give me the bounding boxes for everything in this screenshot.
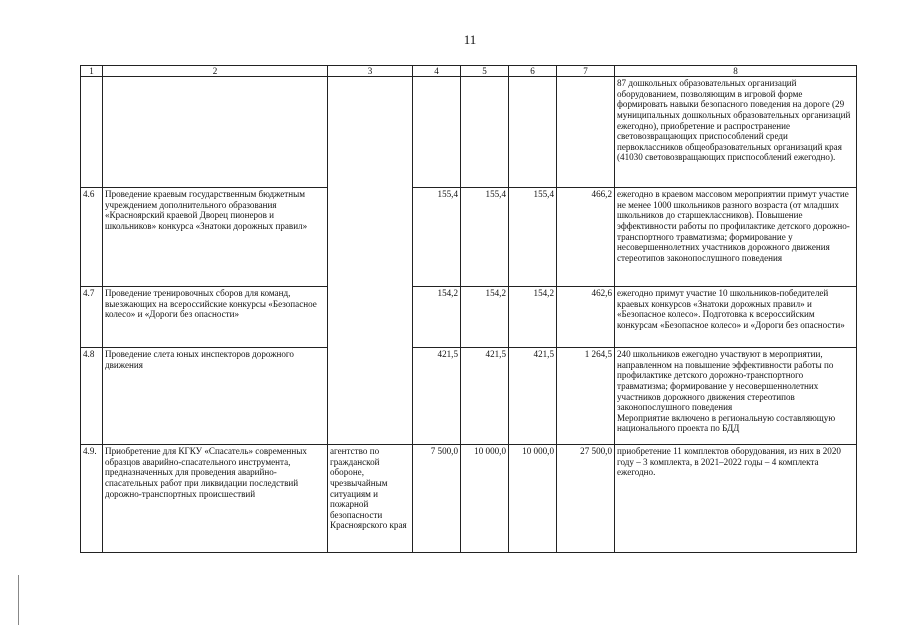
value-cell: 155,4 (509, 188, 557, 287)
table-row (81, 188, 857, 287)
row-number: 4.8 (81, 348, 103, 445)
row-number: 4.6 (81, 188, 103, 287)
column-header: 3 (328, 66, 413, 77)
value-cell: 1 264,5 (557, 348, 615, 445)
measure-name (103, 77, 328, 188)
result-text: ежегодно примут участие 10 школьников-победителей краевых конкурсов «Знатоки дорожных правил» и «Безопасное колесо». Подготовка к всероссийским конкурсам «Безопасное колесо» и «Дороги без опасности» (617, 288, 845, 330)
value-cell (461, 77, 509, 188)
value-cell: 466,2 (557, 188, 615, 287)
result-text: Мероприятие включено в региональную составляющую национального проекта по БДД (617, 412, 836, 434)
row-number: 4.7 (81, 287, 103, 348)
table-row (81, 287, 857, 348)
page-number: 11 (463, 32, 477, 47)
value-cell: 10 000,0 (509, 445, 557, 553)
result-text: ежегодно в краевом массовом мероприятии примут участие не менее 1000 школьников разного возраста (от младших школьников до старшеклассников). Повышение эффективности работы по профилактике детского дорожно-транспортного травматизма; формирование у несовершеннолетних участников дорожного движения стереотипов законопослушного поведения (617, 189, 850, 263)
executor-cell: агентство по гражданской обороне, чрезвычайным ситуациям и пожарной безопасности Красноярского края (328, 445, 413, 553)
value-cell (413, 77, 461, 188)
column-header: 8 (615, 66, 857, 77)
value-cell: 421,5 (413, 348, 461, 445)
column-header: 7 (557, 66, 615, 77)
column-header: 4 (413, 66, 461, 77)
measure-name: Проведение слета юных инспекторов дорожного движения (103, 348, 328, 445)
executor-cell (328, 77, 413, 445)
measure-name: Проведение краевым государственным бюджетным учреждением дополнительного образования «Красноярский краевой Дворец пионеров и школьников» конкурса «Знатоки дорожных правил» (103, 188, 328, 287)
value-cell (509, 77, 557, 188)
program-table (80, 65, 857, 553)
row-number: 4.9. (81, 445, 103, 553)
column-header-row (81, 66, 857, 77)
value-cell: 154,2 (461, 287, 509, 348)
result-cell (615, 188, 857, 287)
result-text: 87 дошкольных образовательных организаций оборудованием, позволяющим в игровой форме формировать навыки безопасного поведения на дороге (29 муниципальных дошкольных образовательных организаций ежегодно), приобретение и распространение световозвращающих приспособлений среди первоклассников общеобразовательных организаций края (41030 световозвращающих приспособлений ежегодно). (617, 78, 851, 163)
column-header: 1 (81, 66, 103, 77)
column-header: 5 (461, 66, 509, 77)
table-row (81, 77, 857, 188)
value-cell: 421,5 (461, 348, 509, 445)
table-row (81, 445, 857, 553)
value-cell: 421,5 (509, 348, 557, 445)
measure-name: Приобретение для КГКУ «Спасатель» современных образцов аварийно-спасательного инструмента, предназначенных для проведения аварийно-спасательных работ при ликвидации последствий дорожно-транспортных происшествий (103, 445, 328, 553)
result-text: 240 школьников ежегодно участвуют в мероприятии, направленном на повышение эффективности работы по профилактике детского дорожно-транспортного травматизма; формирование у несовершеннолетних участников дорожного движения стереотипов законопослушного поведения (617, 349, 834, 413)
value-cell: 155,4 (413, 188, 461, 287)
column-header: 6 (509, 66, 557, 77)
value-cell: 154,2 (413, 287, 461, 348)
value-cell (557, 77, 615, 188)
table-row (81, 348, 857, 445)
value-cell: 155,4 (461, 188, 509, 287)
value-cell: 27 500,0 (557, 445, 615, 553)
value-cell: 10 000,0 (461, 445, 509, 553)
measure-name: Проведение тренировочных сборов для команд, выезжающих на всероссийские конкурсы «Безопасное колесо» и «Дороги без опасности» (103, 287, 328, 348)
result-cell (615, 287, 857, 348)
value-cell: 7 500,0 (413, 445, 461, 553)
result-cell (615, 445, 857, 553)
value-cell: 462,6 (557, 287, 615, 348)
result-text: приобретение 11 комплектов оборудования, из них в 2020 году – 3 комплекта, в 2021–2022 годы – 4 комплекта ежегодно. (617, 446, 841, 478)
result-cell (615, 77, 857, 188)
value-cell: 154,2 (509, 287, 557, 348)
column-header: 2 (103, 66, 328, 77)
result-cell (615, 348, 857, 445)
margin-rule (18, 575, 19, 625)
row-number (81, 77, 103, 188)
